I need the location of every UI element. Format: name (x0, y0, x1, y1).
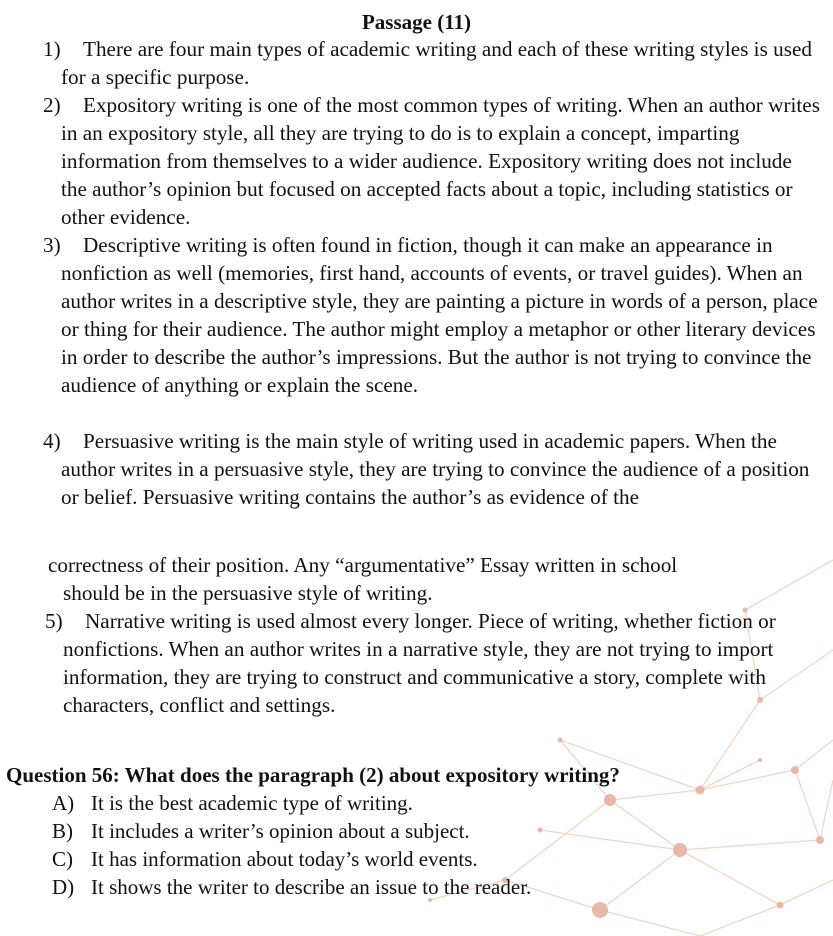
paragraph-4 (43, 428, 825, 512)
paragraph-number: 4) (43, 429, 61, 453)
option-letter: C) (52, 847, 73, 871)
option-c[interactable] (52, 845, 792, 873)
paragraph-text-first-line: correctness of their position. Any “argumentative” Essay written in school (48, 553, 678, 577)
paragraph-4-continued (48, 552, 818, 608)
paragraph-number: 1) (43, 37, 61, 61)
option-letter: B) (52, 819, 73, 843)
option-text: It shows the writer to describe an issue to the reader. (91, 875, 532, 899)
option-letter: A) (52, 791, 75, 815)
paragraph-number: 2) (43, 93, 61, 117)
paragraph-5 (45, 608, 823, 720)
option-text: It is the best academic type of writing. (91, 791, 413, 815)
paragraph-1 (43, 36, 821, 92)
paragraph-text: Expository writing is one of the most common types of writing. When an author writes in an expository style, all they are trying to do is to explain a concept, imparting information from themselves to a wider audience. Expository writing does not include the author’s opinion but focused on accepted facts about a topic, including statistics or other evidence. (61, 93, 820, 229)
paragraph-number: 3) (43, 233, 61, 257)
option-text: It includes a writer’s opinion about a subject. (91, 819, 470, 843)
paragraph-text: Narrative writing is used almost every longer. Piece of writing, whether fiction or nonfictions. When an author writes in a narrative style, they are not trying to import information, they are trying to construct and communicative a story, complete with characters, conflict and settings. (63, 609, 776, 717)
passage-title: Passage (11) (361, 10, 472, 34)
option-b[interactable] (52, 817, 792, 845)
paragraph-text: There are four main types of academic writing and each of these writing styles is used for a specific purpose. (61, 37, 812, 89)
answer-options (52, 789, 792, 901)
paragraph-number: 5) (45, 609, 63, 633)
paragraph-text-rest: should be in the persuasive style of writing. (63, 580, 433, 605)
option-letter: D) (52, 875, 75, 899)
paragraph-2 (43, 92, 821, 232)
paragraph-3 (43, 232, 825, 399)
option-d[interactable] (52, 873, 792, 901)
option-text: It has information about today’s world events. (91, 847, 478, 871)
paragraph-text: Descriptive writing is often found in fiction, though it can make an appearance in nonfiction as well (memories, first hand, accounts of events, or travel guides). When an author writes in a descriptive style, they are painting a picture in words of a person, place or thing for their audience. The author might employ a metaphor or other literary devices in order to describe the author’s impressions. But the author is not trying to convince the audience of anything or explain the scene. (61, 233, 818, 397)
paragraph-text: Persuasive writing is the main style of writing used in academic papers. When the author writes in a persuasive style, they are trying to convince the audience of a position or belief. Persuasive writing contains the author’s as evidence of the (61, 429, 810, 509)
question-stem: Question 56: What does the paragraph (2) about expository writing? (6, 763, 620, 787)
option-a[interactable] (52, 789, 792, 817)
